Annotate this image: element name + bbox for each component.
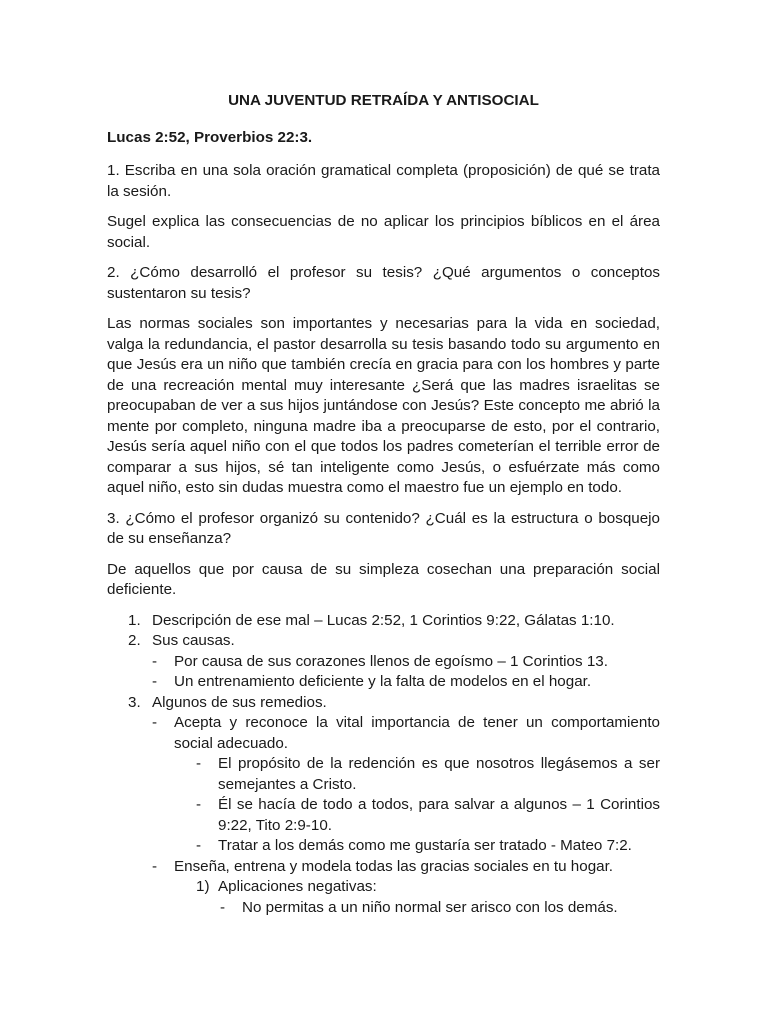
outline-subitem — [107, 713, 660, 754]
outline-item — [107, 631, 660, 652]
answer-2: Las normas sociales son importantes y necesarias para la vida en sociedad, valga la redundancia, el pastor desarrolla su tesis basando todo su argumento en que Jesús era un niño que también crecía en gracia para con los hombres y parte de una recreación mental muy interesante ¿Será que las madres israelitas se preocupaban de ver a sus hijos juntándose con Jesús? Este concepto me abrió la mente por completo, ninguna madre iba a preocuparse de esto, por el contrario, Jesús sería aquel niño con el que todos los padres cometerían el terrible error de comparar a sus hijos, sé tan inteligente como Jesús, o esfuérzate más como aquel niño, esto sin dudas muestra como el maestro fue un ejemplo en todo. — [107, 315, 660, 496]
list-marker: - — [220, 898, 226, 916]
list-marker: - — [152, 857, 158, 875]
outline-subsubitem — [107, 836, 660, 857]
document-page — [107, 91, 660, 918]
outline-item-text: Por causa de sus corazones llenos de egoísmo – 1 Corintios 13. — [174, 652, 608, 670]
outline-item — [107, 611, 660, 632]
outline-item — [107, 693, 660, 714]
list-marker: - — [196, 837, 202, 854]
outline-item-text: Descripción de ese mal – Lucas 2:52, 1 Corintios 9:22, Gálatas 1:10. — [152, 611, 615, 629]
outline-subitem — [107, 857, 660, 878]
question-1: 1. Escriba en una sola oración gramatical completa (proposición) de qué se trata la sesión. — [107, 162, 660, 200]
list-marker: 2. — [128, 632, 141, 649]
outline-item-text: Aplicaciones negativas: — [218, 878, 377, 895]
list-marker: 3. — [128, 693, 141, 711]
list-marker: 1. — [128, 611, 141, 629]
list-marker: - — [196, 796, 202, 813]
outline-item-text: Algunos de sus remedios. — [152, 693, 327, 711]
outline-item-text: Enseña, entrena y modela todas las gracias sociales en tu hogar. — [174, 857, 614, 875]
scripture-references: Lucas 2:52, Proverbios 22:3. — [107, 128, 313, 146]
sermon-outline — [107, 611, 660, 919]
question-3: 3. ¿Cómo el profesor organizó su contenido? ¿Cuál es la estructura o bosquejo de su enseñanza? — [107, 509, 660, 547]
outline-item-text: Acepta y reconoce la vital importancia de tener un comportamiento social adecuado. — [174, 714, 660, 752]
outline-deep-subitem — [107, 898, 660, 919]
outline-item-text: No permitas a un niño normal ser arisco con los demás. — [242, 898, 618, 916]
outline-item-text: Tratar a los demás como me gustaría ser tratado - Mateo 7:2. — [218, 837, 632, 854]
outline-numbered-subitem — [107, 877, 660, 898]
answer-1: Sugel explica las consecuencias de no aplicar los principios bíblicos en el área social. — [107, 213, 660, 251]
document-title: UNA JUVENTUD RETRAÍDA Y ANTISOCIAL — [228, 92, 539, 109]
list-marker: - — [152, 673, 158, 690]
outline-item-text: Él se hacía de todo a todos, para salvar a algunos – 1 Corintios 9:22, Tito 2:9-10. — [218, 796, 660, 834]
outline-subsubitem — [107, 754, 660, 795]
outline-subitem — [107, 672, 660, 693]
outline-subsubitem — [107, 795, 660, 836]
outline-item-text: El propósito de la redención es que nosotros llegásemos a ser semejantes a Cristo. — [218, 755, 660, 793]
answer-3: De aquellos que por causa de su simpleza cosechan una preparación social deficiente. — [107, 560, 660, 598]
question-2: 2. ¿Cómo desarrolló el profesor su tesis? ¿Qué argumentos o conceptos sustentaron su tesis? — [107, 264, 660, 302]
outline-item-text: Sus causas. — [152, 632, 235, 649]
list-marker: 1) — [196, 878, 210, 895]
list-marker: - — [196, 755, 202, 772]
outline-item-text: Un entrenamiento deficiente y la falta de modelos en el hogar. — [174, 673, 592, 690]
list-marker: - — [152, 652, 158, 670]
list-marker: - — [152, 714, 158, 731]
outline-subitem — [107, 652, 660, 673]
